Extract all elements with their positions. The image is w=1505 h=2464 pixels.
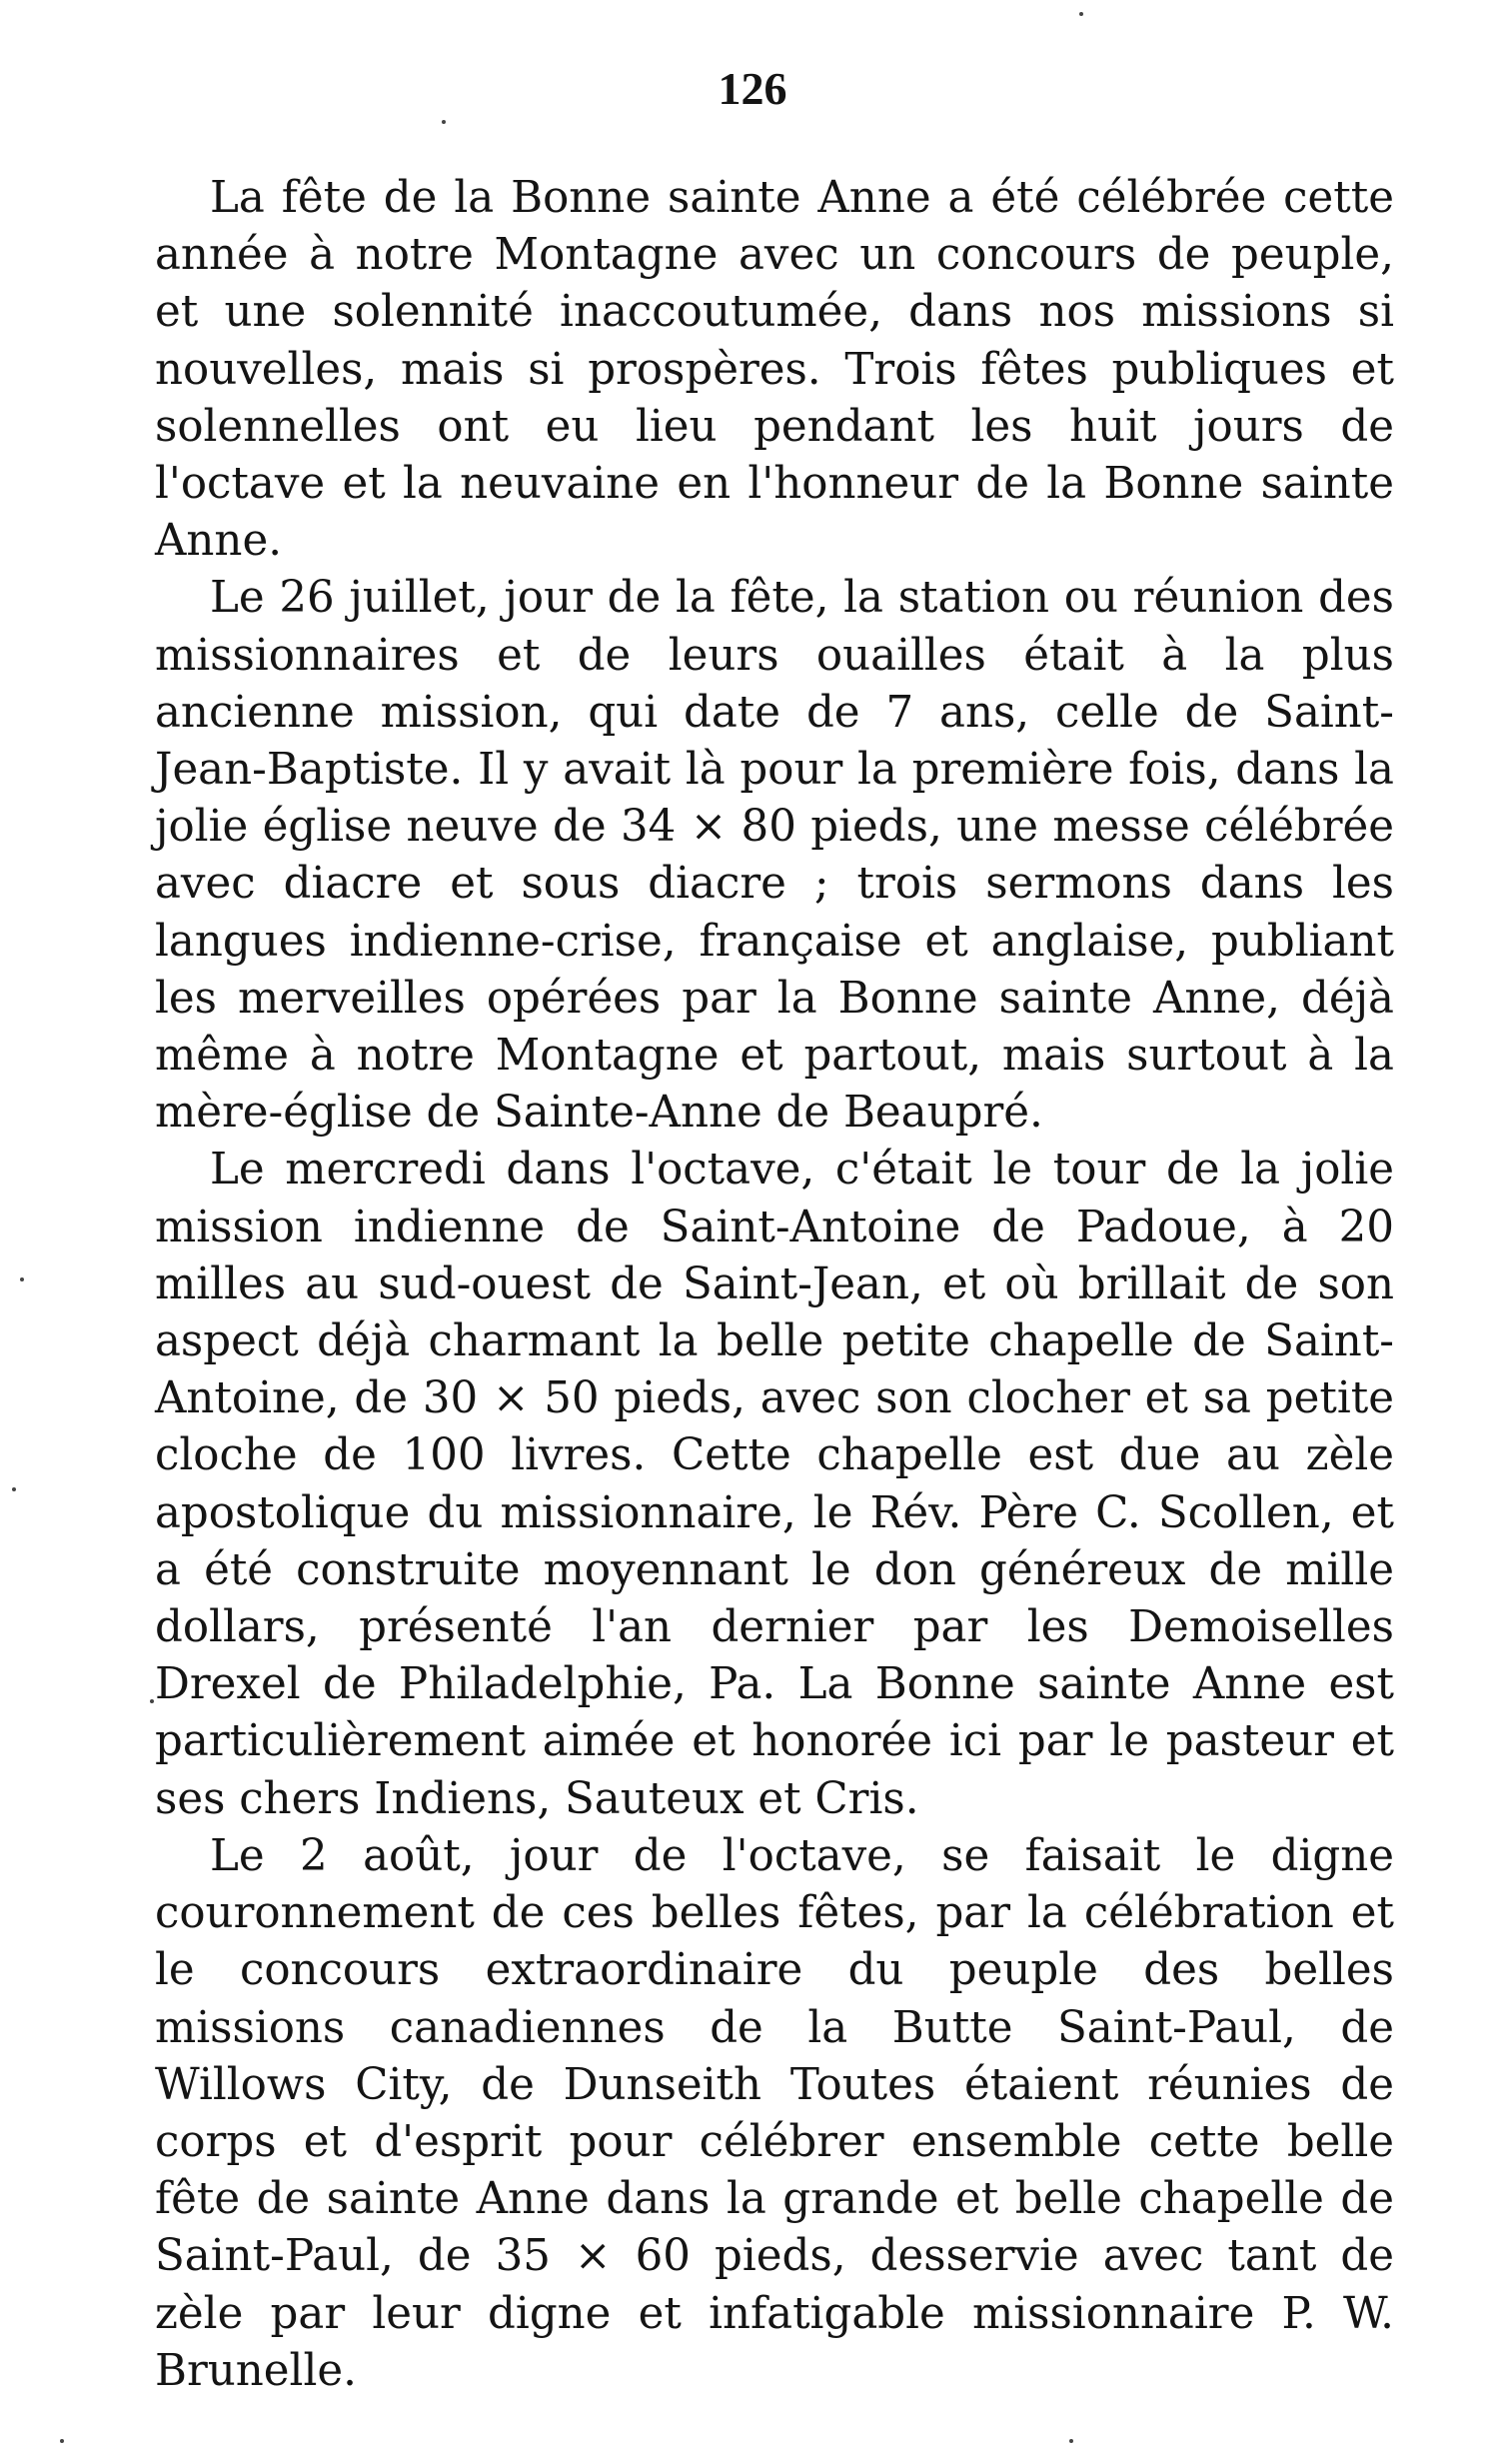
scan-speck [60, 2439, 64, 2443]
paragraph-2: Le 26 juillet, jour de la fête, la station ou réunion des missionnaires et de leurs ouailles était à la plus ancienne mission, qui date de 7 ans, celle de Saint-Jean-Baptiste. Il y avait là pour la première fois, dans la jolie église neuve de 34 × 80 pieds, une messe célébrée avec diacre et sous diacre ; trois sermons dans les langues indienne-crise, française et anglaise, publiant les merveilles opérées par la Bonne sainte Anne, déjà même à notre Montagne et partout, mais surtout à la mère-église de Sainte-Anne de Beaupré. [155, 573, 1394, 1139]
scan-speck [12, 1487, 16, 1491]
scan-speck [20, 1277, 24, 1281]
paragraph-1: La fête de la Bonne sainte Anne a été célébrée cette année à notre Montagne avec un concours de peuple, et une solennité inaccoutumée, dans nos missions si nouvelles, mais si prospères. Trois fêtes publiques et solennelles ont eu lieu pendant les huit jours de l'octave et la neuvaine en l'honneur de la Bonne sainte Anne. [155, 173, 1394, 567]
scan-speck [1079, 12, 1083, 16]
scan-speck [1069, 2439, 1073, 2443]
paragraph-3: Le mercredi dans l'octave, c'était le tour de la jolie mission indienne de Saint-Antoine de Padoue, à 20 milles au sud-ouest de Saint-Jean, et où brillait de son aspect déjà charmant la belle petite chapelle de Saint-Antoine, de 30 × 50 pieds, avec son clocher et sa petite cloche de 100 livres. Cette chapelle est due au zèle apostolique du missionnaire, le Rév. Père C. Scollen, et a été construite moyennant le don généreux de mille dollars, présenté l'an dernier par les Demoiselles Drexel de Philadelphie, Pa. La Bonne sainte Anne est particulièrement aimée et honorée ici par le pasteur et ses chers Indiens, Sauteux et Cris. [155, 1145, 1394, 1824]
paragraph-4: Le 2 août, jour de l'octave, se faisait le digne couronnement de ces belles fêtes, par la célébration et le concours extraordinaire du peuple des belles missions canadiennes de la Butte Saint-Paul, de Willows City, de Dunseith Toutes étaient réunies de corps et d'esprit pour célébrer ensemble cette belle fête de sainte Anne dans la grande et belle chapelle de Saint-Paul, de 35 × 60 pieds, desservie avec tant de zèle par leur digne et infatigable missionnaire P. W. Brunelle. [155, 1830, 1394, 2396]
page-body [155, 170, 1394, 2400]
scan-speck [150, 1699, 154, 1703]
page-number: 126 [718, 63, 787, 114]
scan-speck [442, 120, 446, 124]
